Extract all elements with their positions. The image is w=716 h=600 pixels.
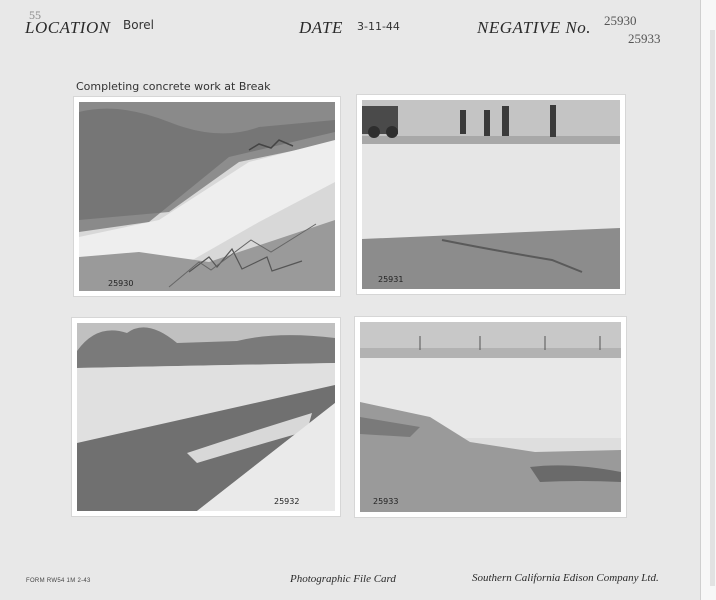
location-value: Borel (123, 18, 154, 32)
adjacent-card-shadow (710, 30, 715, 586)
negative-number-from: 25930 (604, 13, 637, 28)
company-name: Southern California Edison Company Ltd. (472, 572, 659, 584)
location-label: LOCATION (25, 18, 111, 37)
card-title: Photographic File Card (290, 573, 396, 585)
photo-2-number: 25931 (378, 275, 404, 284)
photo-2 (357, 95, 625, 294)
photo-4-number: 25933 (373, 497, 399, 506)
photo-1-image (79, 102, 335, 291)
adjacent-card-edge (700, 0, 716, 600)
photo-1-number: 25930 (108, 279, 134, 288)
photo-3-image (77, 323, 335, 511)
photo-4 (355, 317, 626, 517)
card-number: 55 (29, 8, 41, 22)
photo-3-number: 25932 (274, 497, 300, 506)
photo-3 (72, 318, 340, 516)
date-label: DATE (299, 18, 343, 37)
negative-label: NEGATIVE No. (477, 18, 591, 37)
photo-2-image (362, 100, 620, 289)
photo-4-image (360, 322, 621, 512)
photo-caption: Completing concrete work at Break (76, 80, 271, 93)
form-code: FORM RW54 1M 2-43 (26, 578, 91, 584)
photo-1 (74, 97, 340, 296)
date-value: 3-11-44 (357, 20, 400, 33)
negative-number-to: 25933 (628, 31, 661, 46)
